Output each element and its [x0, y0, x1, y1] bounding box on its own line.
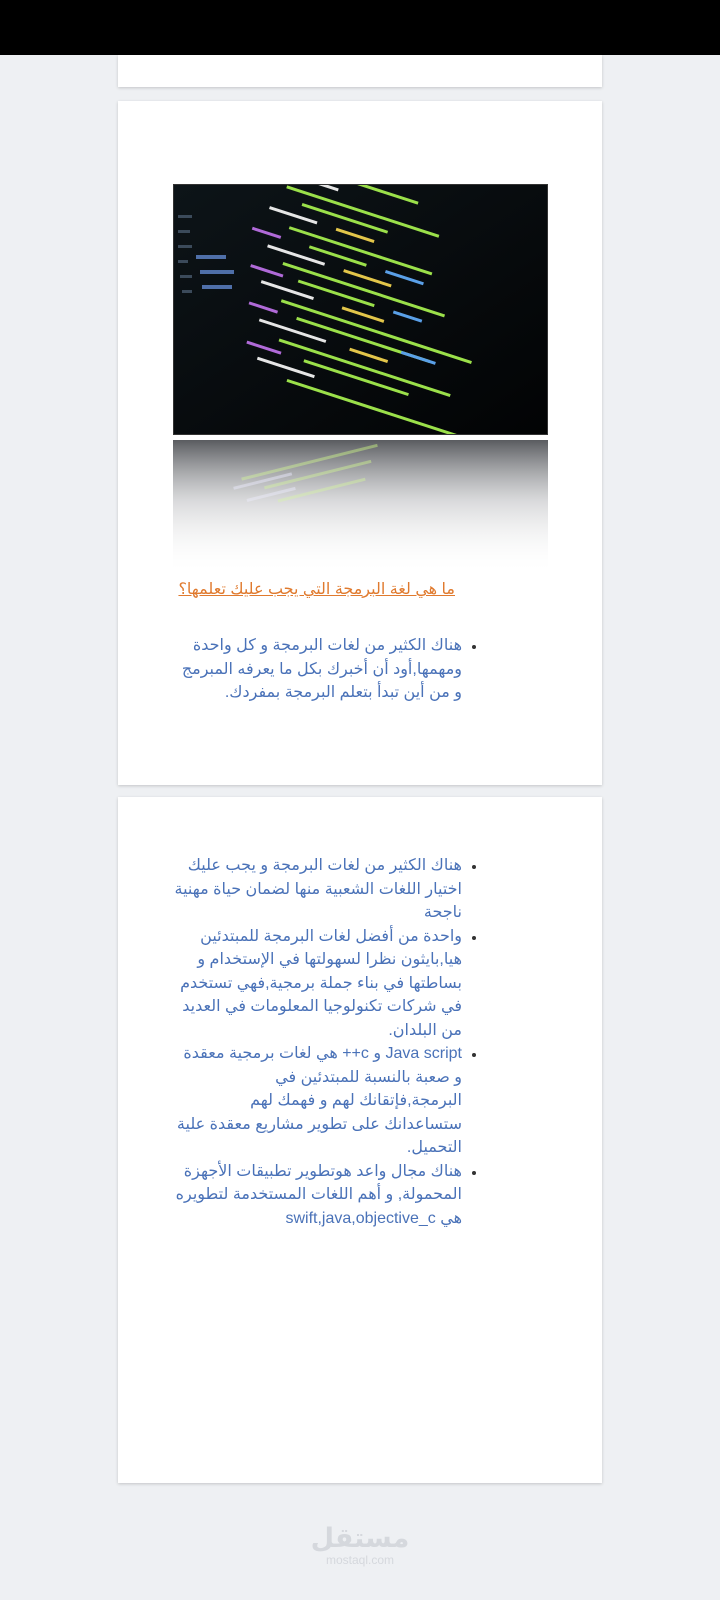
list-item: • هناك الكثير من لغات البرمجة و كل واحدة ومهمها,أود أن أخبرك بكل ما يعرفه المبرمج و من أين تبدأ بتعلم البرمجة بمفردك.: [172, 634, 462, 705]
list-item: • Java script و c++ هي لغات برمجية معقدة و صعبة بالنسبة للمبتدئين في البرمجة,فإتقانك لهم و فهمك لهم ستساعدانك على تطوير مشاريع معقدة علية التحميل.: [172, 1042, 462, 1160]
document-page-top: [118, 55, 602, 87]
logo-domain: mostaql.com: [325, 1553, 395, 1567]
hero-image: [173, 184, 548, 574]
list-item: • هناك مجال واعد هوتطوير تطبيقات الأجهزة المحمولة, و أهم اللغات المستخدمة لتطويره هي swift,java,objective_c: [172, 1160, 462, 1231]
mostaql-logo: [0, 1524, 720, 1567]
list-item: • واحدة من أفضل لغات البرمجة للمبتدئين هيا,بايثون نظرا لسهولتها في الإستخدام و بساطتها في بناء جملة برمجية,فهي تستخدم في شركات تكنولوجيا المعلومات في العديد من البلدان.: [172, 925, 462, 1043]
status-bar: [0, 0, 720, 55]
intro-list: [172, 634, 478, 705]
code-screen-image: [173, 184, 548, 435]
article-heading: ما هي لغة البرمجة التي يجب عليك تعلمها؟: [178, 581, 455, 598]
hero-image-reflection: [173, 440, 548, 574]
body-list: [172, 854, 478, 1230]
list-item: • هناك الكثير من لغات البرمجة و يجب عليك اختيار اللغات الشعبية منها لضمان حياة مهنية ناجحة: [172, 854, 462, 925]
document-page-2: [118, 797, 602, 1483]
logo-arabic: مستقل: [310, 1523, 410, 1553]
document-page-1: [118, 101, 602, 785]
